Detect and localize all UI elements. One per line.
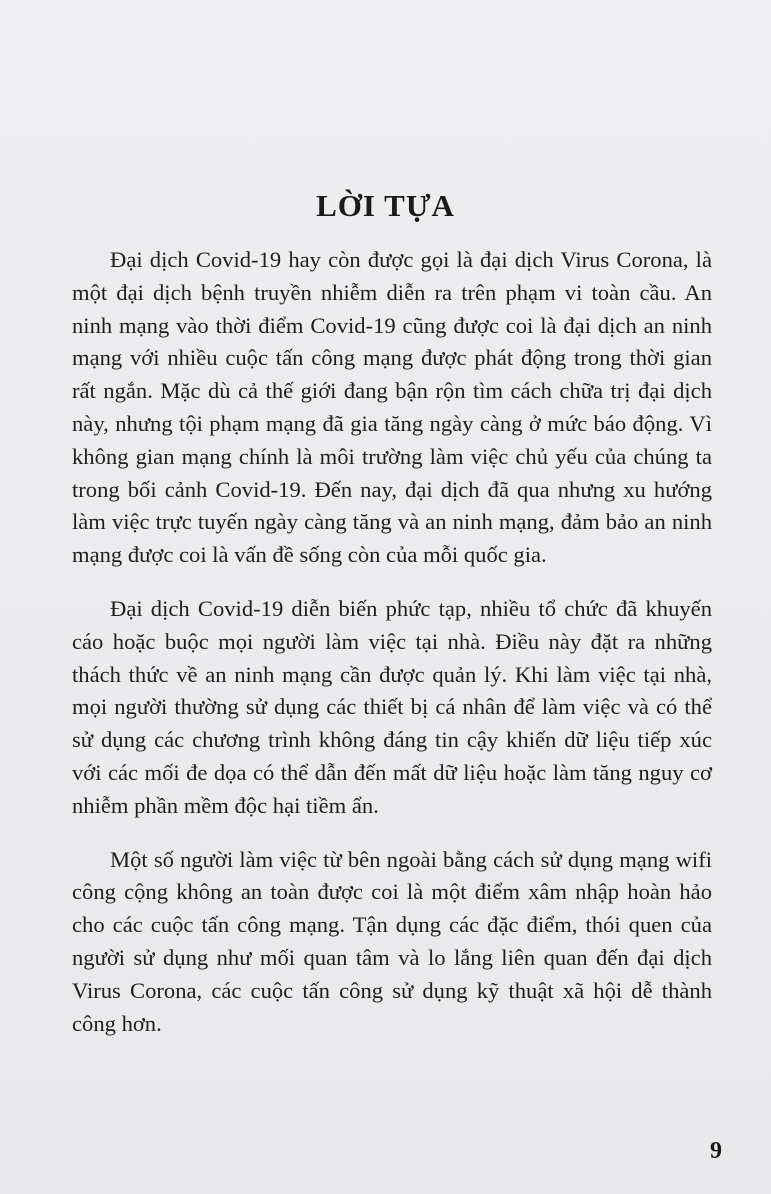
body-text bbox=[72, 244, 712, 1061]
paragraph-1: Đại dịch Covid-19 hay còn được gọi là đại dịch Virus Corona, là một đại dịch bệnh truyền nhiễm diễn ra trên phạm vi toàn cầu. An ninh mạng vào thời điểm Covid-19 cũng được coi là đại dịch an ninh mạng với nhiều cuộc tấn công mạng được phát động trong thời gian rất ngắn. Mặc dù cả thế giới đang bận rộn tìm cách chữa trị đại dịch này, nhưng tội phạm mạng đã gia tăng ngày càng ở mức báo động. Vì không gian mạng chính là môi trường làm việc chủ yếu của chúng ta trong bối cảnh Covid-19. Đến nay, đại dịch đã qua nhưng xu hướng làm việc trực tuyến ngày càng tăng và an ninh mạng, đảm bảo an ninh mạng được coi là vấn đề sống còn của mỗi quốc gia. bbox=[72, 247, 712, 568]
page-title: LỜI TỰA bbox=[316, 188, 455, 223]
page-number: 9 bbox=[710, 1138, 722, 1164]
paragraph-3: Một số người làm việc từ bên ngoài bằng cách sử dụng mạng wifi công cộng không an toàn được coi là một điểm xâm nhập hoàn hảo cho các cuộc tấn công mạng. Tận dụng các đặc điểm, thói quen của người sử dụng như mối quan tâm và lo lắng liên quan đến đại dịch Virus Corona, các cuộc tấn công sử dụng kỹ thuật xã hội dễ thành công hơn. bbox=[72, 846, 712, 1036]
paragraph-2: Đại dịch Covid-19 diễn biến phức tạp, nhiều tổ chức đã khuyến cáo hoặc buộc mọi người làm việc tại nhà. Điều này đặt ra những thách thức về an ninh mạng cần được quản lý. Khi làm việc tại nhà, mọi người thường sử dụng các thiết bị cá nhân để làm việc và có thể sử dụng các chương trình không đáng tin cậy khiến dữ liệu tiếp xúc với các mối đe dọa có thể dẫn đến mất dữ liệu hoặc làm tăng nguy cơ nhiễm phần mềm độc hại tiềm ẩn. bbox=[72, 595, 712, 818]
